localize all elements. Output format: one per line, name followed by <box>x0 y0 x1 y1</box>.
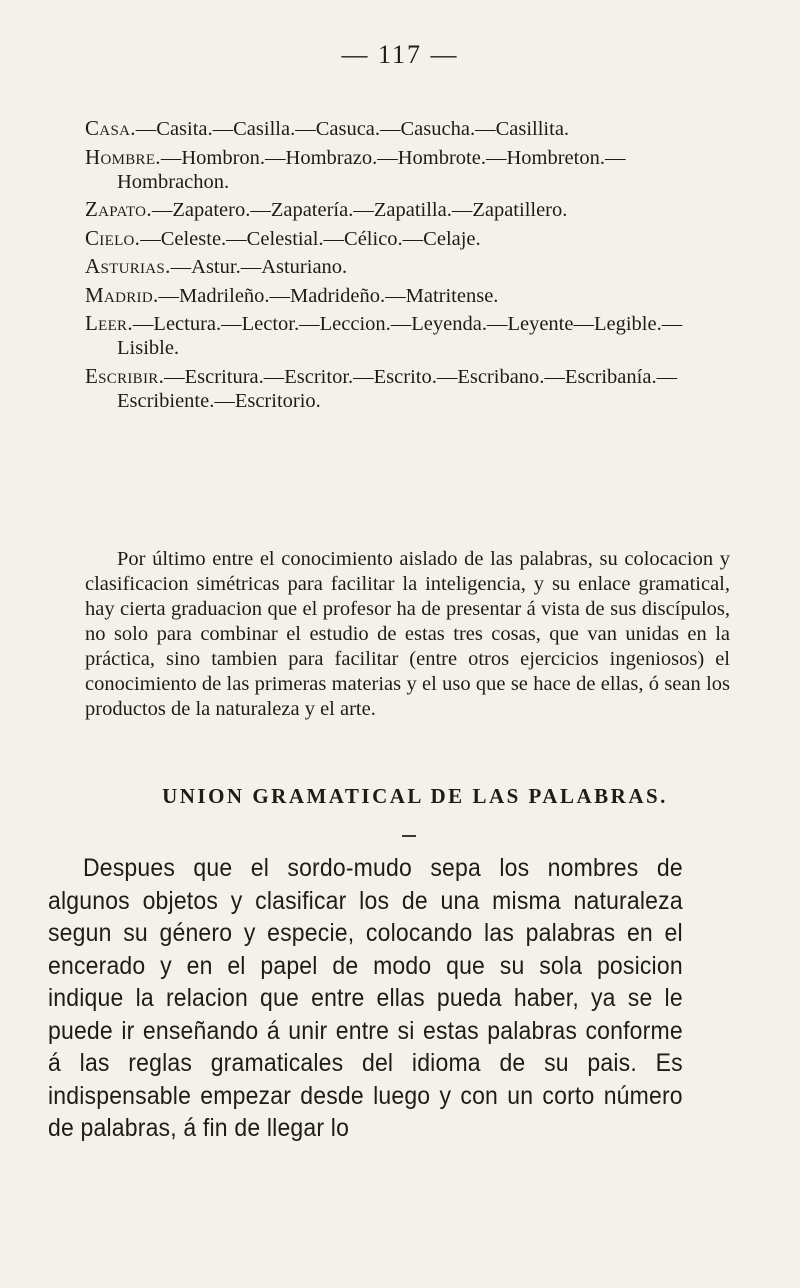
section-heading: UNION GRAMATICAL DE LAS PALABRAS. <box>162 784 668 808</box>
entry-derivatives: —Celeste.—Celestial.—Célico.—Celaje. <box>140 227 481 250</box>
word-family-entry <box>85 226 725 251</box>
body-paragraph: Despues que el sordo-mudo sepa los nombres de algunos objetos y clasificar los de una misma naturaleza segun su género y especie, colocando las palabras en el encerado y en el papel de modo que su sola posicion indique la relacion que entre ellas pueda haber, ya se le puede ir enseñando á unir entre si estas palabras conforme á las reglas gramaticales del idioma de su pais. Es indispensable empezar desde luego y con un corto número de palabras, á fin de llegar lo <box>48 854 683 1142</box>
entry-headword: Hombre. <box>85 144 161 169</box>
entry-headword: Madrid. <box>85 282 159 307</box>
entry-derivatives: —Zapatero.—Zapatería.—Zapatilla.—Zapatillero. <box>151 199 568 221</box>
section-divider <box>402 835 416 837</box>
word-family-entry <box>85 254 725 279</box>
entry-headword: Escribir. <box>85 363 165 388</box>
word-family-entry <box>85 283 725 308</box>
word-family-entry <box>85 311 725 360</box>
word-family-list <box>85 116 725 416</box>
word-family-entry <box>85 145 725 194</box>
entry-headword: Asturias. <box>85 254 171 278</box>
word-family-entry <box>85 197 725 222</box>
entry-derivatives: —Casita.—Casilla.—Casuca.—Casucha.—Casillita. <box>135 118 570 140</box>
entry-derivatives: —Escritura.—Escritor.—Escrito.—Escribano.—Escribanía.—Escribiente.—Escritorio. <box>117 365 678 412</box>
entry-headword: Zapato. <box>85 197 152 221</box>
entry-headword: Leer. <box>85 311 133 335</box>
word-family-entry <box>85 116 725 141</box>
entry-derivatives: —Madrileño.—Madrideño.—Matritense. <box>158 284 499 307</box>
entry-derivatives: —Astur.—Asturiano. <box>170 256 348 278</box>
entry-derivatives: —Lectura.—Lector.—Leccion.—Leyenda.—Leyente—Legible.—Lisible. <box>117 313 683 359</box>
entry-headword: Casa. <box>85 116 136 140</box>
entry-headword: Cielo. <box>85 225 141 250</box>
entry-derivatives: —Hombron.—Hombrazo.—Hombrote.—Hombreton.—Hombrachon. <box>117 146 626 193</box>
page-number: — 117 — <box>341 40 459 69</box>
word-family-entry <box>85 364 725 413</box>
body-paragraph: Por último entre el conocimiento aislado de las palabras, su colocacion y clasificacion simétricas para facilitar la inteligencia, y su enlace gramatical, hay cierta graduacion que el profesor ha de presentar á vista de sus discípulos, no solo para combinar el estudio de estas tres cosas, que van unidas en la práctica, sino tambien para facilitar (entre otros ejercicios ingeniosos) el conocimiento de las primeras materias y el uso que se hace de ellas, ó sean los productos de la naturaleza y el arte. <box>85 548 730 720</box>
